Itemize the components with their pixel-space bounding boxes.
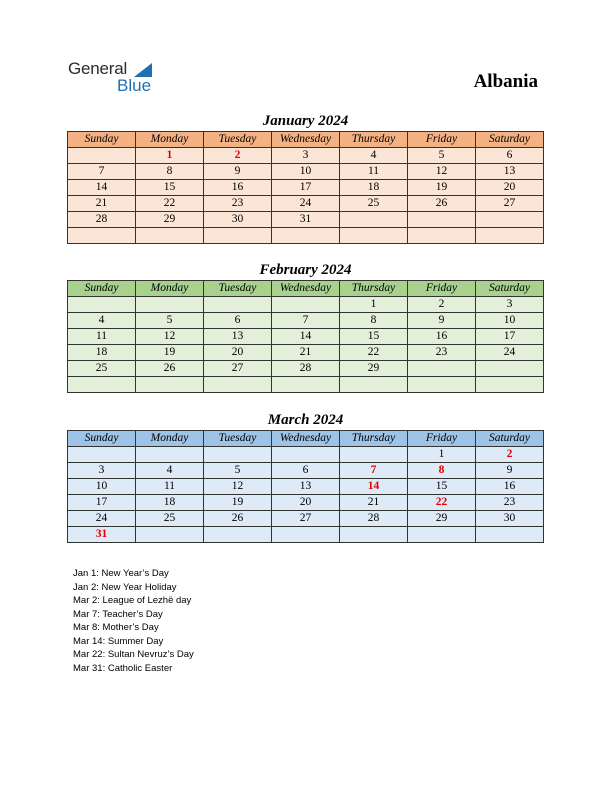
day-cell: 3	[476, 297, 544, 313]
day-cell: 28	[272, 361, 340, 377]
day-cell: 8	[136, 164, 204, 180]
day-cell: 24	[272, 196, 340, 212]
day-cell: 4	[340, 148, 408, 164]
day-cell: 29	[136, 212, 204, 228]
calendar-table	[67, 430, 544, 543]
week-row	[68, 511, 544, 527]
empty-day-cell	[408, 212, 476, 228]
weekday-header: Wednesday	[272, 132, 340, 148]
day-cell: 22	[340, 345, 408, 361]
week-row	[68, 377, 544, 393]
day-cell: 2	[204, 148, 272, 164]
day-cell: 30	[204, 212, 272, 228]
day-cell: 22	[136, 196, 204, 212]
country-title: Albania	[473, 71, 538, 92]
holiday-item: Mar 22: Sultan Nevruz’s Day	[73, 649, 194, 660]
weekday-header: Sunday	[68, 281, 136, 297]
empty-day-cell	[476, 361, 544, 377]
day-cell: 18	[68, 345, 136, 361]
day-cell: 17	[68, 495, 136, 511]
day-cell: 19	[204, 495, 272, 511]
empty-day-cell	[476, 377, 544, 393]
empty-day-cell	[272, 447, 340, 463]
week-row	[68, 180, 544, 196]
weekday-header: Saturday	[476, 281, 544, 297]
empty-day-cell	[408, 228, 476, 244]
day-cell: 21	[272, 345, 340, 361]
day-cell: 26	[204, 511, 272, 527]
day-cell: 26	[408, 196, 476, 212]
week-row	[68, 329, 544, 345]
day-cell: 5	[408, 148, 476, 164]
day-cell: 14	[272, 329, 340, 345]
day-cell: 3	[272, 148, 340, 164]
day-cell: 14	[68, 180, 136, 196]
day-cell: 25	[340, 196, 408, 212]
day-cell: 25	[68, 361, 136, 377]
week-row	[68, 361, 544, 377]
day-cell: 9	[204, 164, 272, 180]
weekday-header: Thursday	[340, 431, 408, 447]
weekday-header: Saturday	[476, 132, 544, 148]
week-row	[68, 479, 544, 495]
day-cell: 28	[340, 511, 408, 527]
empty-day-cell	[136, 228, 204, 244]
day-cell: 12	[136, 329, 204, 345]
day-cell: 24	[68, 511, 136, 527]
day-cell: 2	[408, 297, 476, 313]
day-cell: 6	[272, 463, 340, 479]
month-title: February 2024	[259, 262, 352, 278]
empty-day-cell	[204, 297, 272, 313]
holiday-item: Mar 2: League of Lezhë day	[73, 595, 192, 606]
day-cell: 22	[408, 495, 476, 511]
week-row	[68, 212, 544, 228]
day-cell: 23	[476, 495, 544, 511]
day-cell: 8	[340, 313, 408, 329]
day-cell: 17	[476, 329, 544, 345]
day-cell: 16	[476, 479, 544, 495]
day-cell: 19	[408, 180, 476, 196]
weekday-header: Monday	[136, 132, 204, 148]
day-cell: 23	[408, 345, 476, 361]
day-cell: 12	[408, 164, 476, 180]
day-cell: 5	[136, 313, 204, 329]
day-cell: 1	[340, 297, 408, 313]
holiday-list	[73, 567, 194, 675]
day-cell: 1	[408, 447, 476, 463]
empty-day-cell	[340, 228, 408, 244]
logo-blue-text: Blue	[117, 76, 152, 95]
empty-day-cell	[136, 377, 204, 393]
empty-day-cell	[408, 527, 476, 543]
empty-day-cell	[340, 377, 408, 393]
holiday-item: Mar 7: Teacher’s Day	[73, 608, 163, 620]
week-row	[68, 164, 544, 180]
weekday-header: Tuesday	[204, 132, 272, 148]
day-cell: 13	[204, 329, 272, 345]
weekday-header: Saturday	[476, 431, 544, 447]
day-cell: 2	[476, 447, 544, 463]
week-row	[68, 148, 544, 164]
day-cell: 4	[68, 313, 136, 329]
month-february	[67, 260, 544, 393]
weekday-header-row	[68, 431, 544, 447]
empty-day-cell	[68, 447, 136, 463]
empty-day-cell	[68, 228, 136, 244]
day-cell: 20	[476, 180, 544, 196]
day-cell: 10	[476, 313, 544, 329]
day-cell: 21	[340, 495, 408, 511]
day-cell: 23	[204, 196, 272, 212]
week-row	[68, 345, 544, 361]
empty-day-cell	[272, 297, 340, 313]
empty-day-cell	[340, 527, 408, 543]
weekday-header: Tuesday	[204, 281, 272, 297]
day-cell: 20	[204, 345, 272, 361]
empty-day-cell	[204, 527, 272, 543]
day-cell: 28	[68, 212, 136, 228]
day-cell: 5	[204, 463, 272, 479]
week-row	[68, 495, 544, 511]
day-cell: 7	[340, 463, 408, 479]
day-cell: 18	[136, 495, 204, 511]
day-cell: 13	[476, 164, 544, 180]
day-cell: 9	[476, 463, 544, 479]
empty-day-cell	[136, 447, 204, 463]
day-cell: 17	[272, 180, 340, 196]
weekday-header: Monday	[136, 281, 204, 297]
day-cell: 12	[204, 479, 272, 495]
day-cell: 9	[408, 313, 476, 329]
weekday-header: Friday	[408, 431, 476, 447]
month-march	[67, 410, 544, 543]
day-cell: 1	[136, 148, 204, 164]
day-cell: 16	[204, 180, 272, 196]
empty-day-cell	[204, 228, 272, 244]
day-cell: 27	[204, 361, 272, 377]
empty-day-cell	[136, 527, 204, 543]
day-cell: 25	[136, 511, 204, 527]
weekday-header: Thursday	[340, 132, 408, 148]
empty-day-cell	[272, 377, 340, 393]
calendar-table	[67, 131, 544, 244]
empty-day-cell	[272, 527, 340, 543]
logo	[68, 60, 151, 94]
empty-day-cell	[68, 377, 136, 393]
holiday-item: Jan 2: New Year Holiday	[73, 581, 177, 593]
weekday-header: Thursday	[340, 281, 408, 297]
day-cell: 21	[68, 196, 136, 212]
day-cell: 13	[272, 479, 340, 495]
week-row	[68, 297, 544, 313]
day-cell: 31	[272, 212, 340, 228]
weekday-header-row	[68, 281, 544, 297]
weekday-header: Friday	[408, 132, 476, 148]
weekday-header: Wednesday	[272, 281, 340, 297]
weekday-header: Sunday	[68, 431, 136, 447]
day-cell: 30	[476, 511, 544, 527]
day-cell: 15	[408, 479, 476, 495]
holiday-item: Mar 31: Catholic Easter	[73, 662, 173, 674]
month-title: March 2024	[267, 412, 344, 428]
day-cell: 27	[476, 196, 544, 212]
day-cell: 11	[340, 164, 408, 180]
empty-day-cell	[408, 377, 476, 393]
empty-day-cell	[272, 228, 340, 244]
week-row	[68, 313, 544, 329]
calendar-table	[67, 280, 544, 393]
empty-day-cell	[68, 297, 136, 313]
week-row	[68, 463, 544, 479]
day-cell: 8	[408, 463, 476, 479]
holiday-item: Mar 14: Summer Day	[73, 635, 164, 647]
day-cell: 15	[340, 329, 408, 345]
empty-day-cell	[136, 297, 204, 313]
day-cell: 29	[408, 511, 476, 527]
logo-triangle-icon	[134, 63, 152, 77]
day-cell: 7	[68, 164, 136, 180]
weekday-header-row	[68, 132, 544, 148]
day-cell: 11	[136, 479, 204, 495]
weekday-header: Sunday	[68, 132, 136, 148]
day-cell: 15	[136, 180, 204, 196]
holiday-item: Mar 8: Mother’s Day	[73, 622, 159, 633]
weekday-header: Monday	[136, 431, 204, 447]
week-row	[68, 527, 544, 543]
day-cell: 26	[136, 361, 204, 377]
holiday-item: Jan 1: New Year’s Day	[73, 568, 169, 579]
week-row	[68, 196, 544, 212]
day-cell: 14	[340, 479, 408, 495]
day-cell: 24	[476, 345, 544, 361]
empty-day-cell	[476, 527, 544, 543]
empty-day-cell	[68, 148, 136, 164]
empty-day-cell	[204, 377, 272, 393]
day-cell: 16	[408, 329, 476, 345]
empty-day-cell	[204, 447, 272, 463]
day-cell: 3	[68, 463, 136, 479]
weekday-header: Tuesday	[204, 431, 272, 447]
empty-day-cell	[476, 212, 544, 228]
empty-day-cell	[408, 361, 476, 377]
day-cell: 29	[340, 361, 408, 377]
week-row	[68, 228, 544, 244]
empty-day-cell	[476, 228, 544, 244]
day-cell: 10	[272, 164, 340, 180]
weekday-header: Friday	[408, 281, 476, 297]
day-cell: 4	[136, 463, 204, 479]
day-cell: 18	[340, 180, 408, 196]
day-cell: 31	[68, 527, 136, 543]
day-cell: 11	[68, 329, 136, 345]
day-cell: 6	[204, 313, 272, 329]
day-cell: 19	[136, 345, 204, 361]
empty-day-cell	[340, 212, 408, 228]
day-cell: 7	[272, 313, 340, 329]
logo-general-text: General	[68, 59, 128, 78]
month-january	[67, 111, 544, 244]
day-cell: 20	[272, 495, 340, 511]
weekday-header: Wednesday	[272, 431, 340, 447]
month-title: January 2024	[262, 113, 349, 129]
empty-day-cell	[340, 447, 408, 463]
day-cell: 27	[272, 511, 340, 527]
week-row	[68, 447, 544, 463]
day-cell: 10	[68, 479, 136, 495]
day-cell: 6	[476, 148, 544, 164]
